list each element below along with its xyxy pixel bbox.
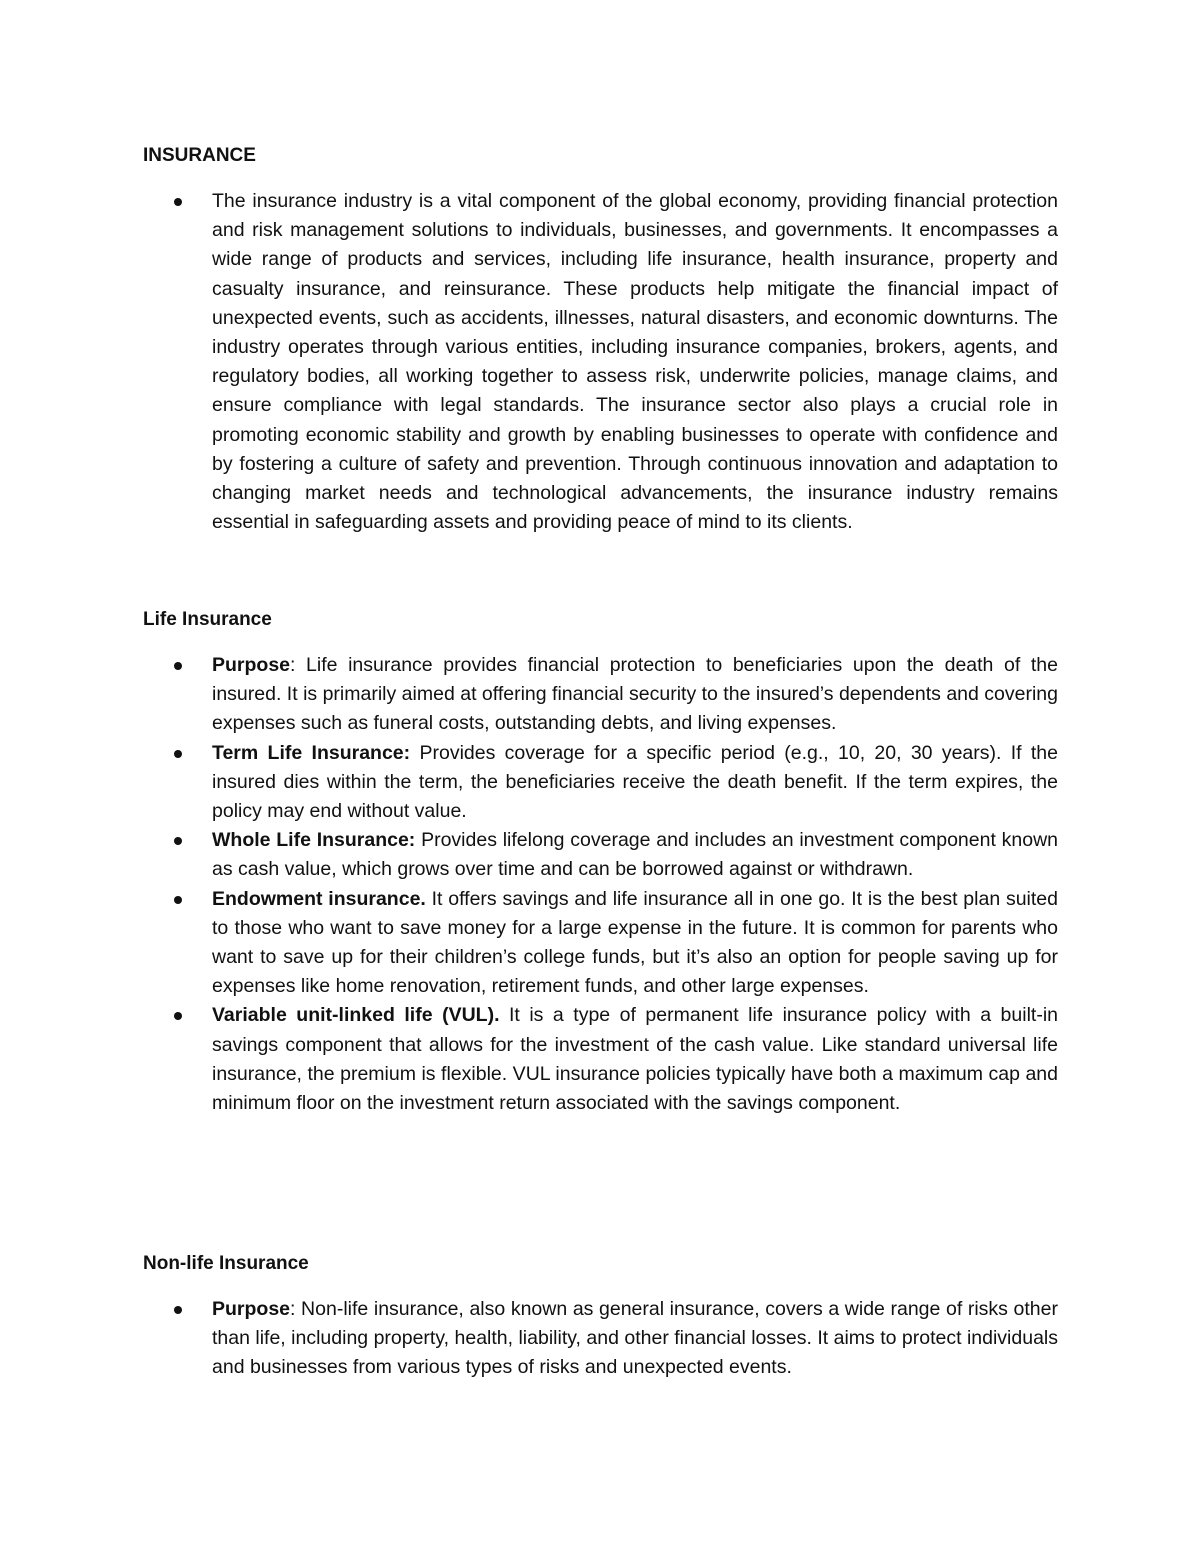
list-item: [212, 1295, 1058, 1383]
list-item: [212, 651, 1058, 739]
bullet-icon: [174, 662, 182, 670]
item-term: Whole Life Insurance:: [212, 829, 416, 852]
nonlife-insurance-list: [212, 1295, 1058, 1383]
life-insurance-list: [212, 651, 1058, 1118]
list-item: [212, 885, 1058, 1002]
bullet-icon: [174, 198, 182, 206]
item-term: Purpose: [212, 1298, 291, 1320]
item-text: : Non-life insurance, also known as general insurance, covers a wide range of risks other than life, including property, health, liability, and other financial losses. It aims to protect individuals and businesses from various types of risks and unexpected events.: [212, 1298, 1058, 1379]
list-item: [212, 739, 1058, 827]
intro-text: The insurance industry is a vital component of the global economy, providing financial protection and risk management solutions to individuals, businesses, and governments. It encompasses a wide range of products and services, including life insurance, health insurance, property and casualty insurance, and reinsurance. These products help mitigate the financial impact of unexpected events, such as accidents, illnesses, natural disasters, and economic downturns. The industry operates through various entities, including insurance companies, brokers, agents, and regulatory bodies, all working together to assess risk, underwrite policies, manage claims, and ensure compliance with legal standards. The insurance sector also plays a crucial role in promoting economic stability and growth by enabling businesses to operate with confidence and by fostering a culture of safety and prevention. Through continuous innovation and adaptation to changing market needs and technological advancements, the insurance industry remains essential in safeguarding assets and providing peace of mind to its clients.: [212, 190, 1058, 534]
list-item: [212, 826, 1058, 884]
section-heading-nonlife: Non-life Insurance: [143, 1253, 309, 1274]
item-term: Variable unit-linked life (VUL).: [212, 1004, 500, 1027]
list-item: [212, 1001, 1058, 1118]
item-term: Purpose: [212, 654, 291, 676]
document-title: INSURANCE: [143, 145, 256, 166]
item-text: Provides coverage for a specific period (e.g., 10, 20, 30 years). If the insured dies within the term, the beneficiaries receive the death benefit. If the term expires, the policy may end without value.: [212, 741, 1059, 823]
item-text: It is a type of permanent life insurance policy with a built-in savings component that allows for the investment of the cash value. Like standard universal life insurance, the premium is flexible. VUL insurance policies typically have both a maximum cap and minimum floor on the investment return associated with the savings component.: [212, 1004, 1058, 1115]
item-text: : Life insurance provides financial protection to beneficiaries upon the death of the insured. It is primarily aimed at offering financial security to the insured’s dependents and covering expenses such as funeral costs, outstanding debts, and living expenses.: [212, 654, 1058, 735]
item-text: Provides lifelong coverage and includes an investment component known as cash value, which grows over time and can be borrowed against or withdrawn.: [212, 829, 1058, 881]
intro-list: [212, 187, 1058, 537]
bullet-icon: [174, 750, 182, 758]
bullet-icon: [174, 837, 182, 845]
item-text: It offers savings and life insurance all in one go. It is the best plan suited to those who want to save money for a large expense in the future. It is common for parents who want to save up for their children’s college funds, but it’s also an option for people saving up for expenses like home renovation, retirement funds, and other large expenses.: [212, 887, 1058, 998]
bullet-icon: [174, 1306, 182, 1314]
bullet-icon: [174, 896, 182, 904]
item-term: Term Life Insurance:: [212, 741, 411, 764]
list-item: [212, 187, 1058, 537]
item-term: Endowment insurance.: [212, 887, 426, 910]
bullet-icon: [174, 1012, 182, 1020]
section-heading-life: Life Insurance: [143, 609, 272, 630]
